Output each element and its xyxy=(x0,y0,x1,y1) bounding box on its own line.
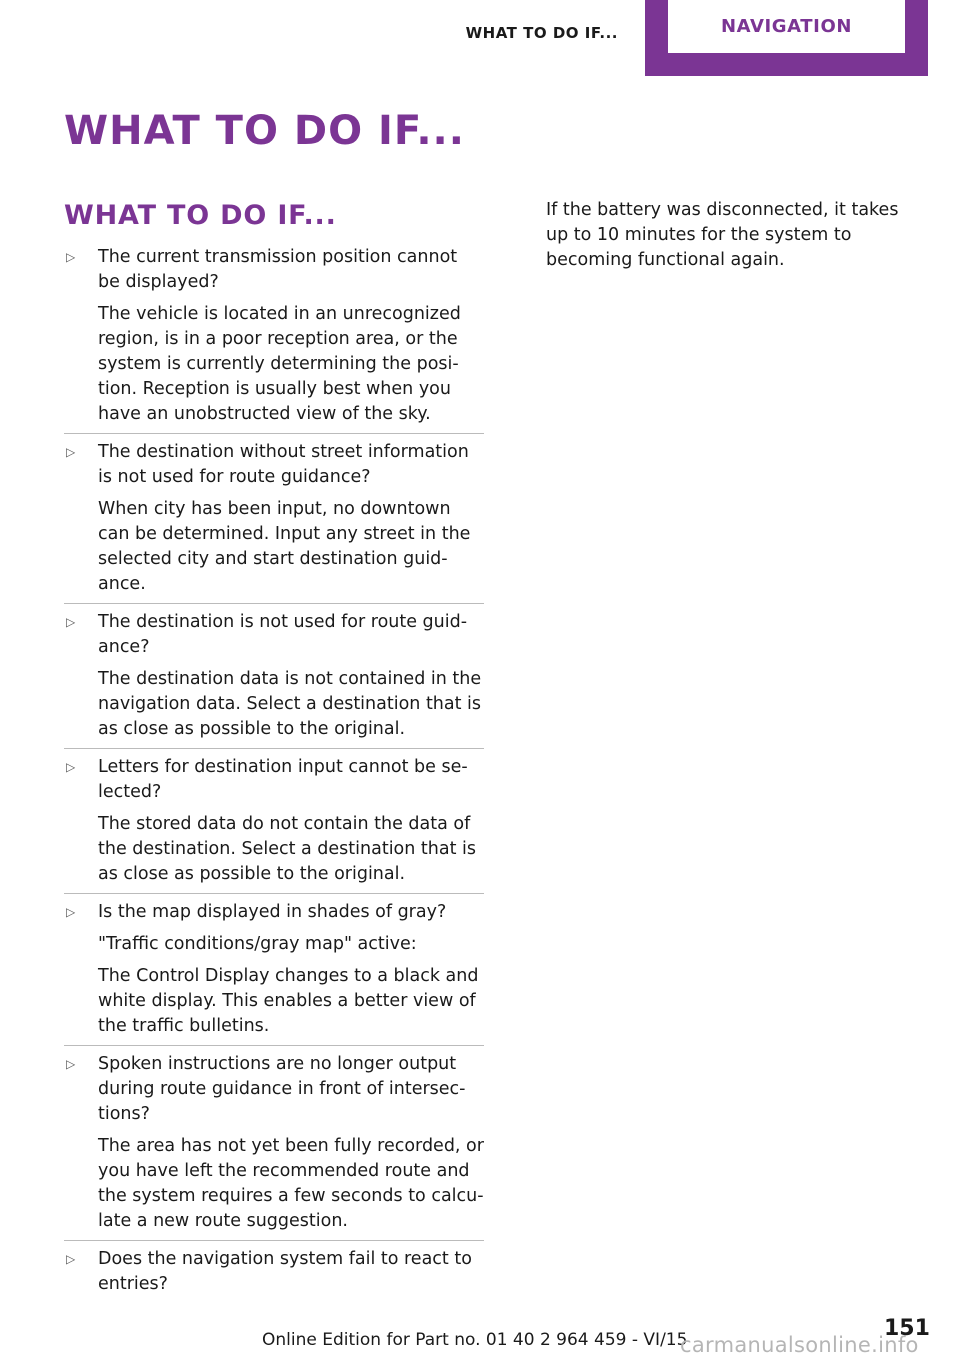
left-column xyxy=(64,200,484,1303)
troubleshooting-list xyxy=(64,245,484,1303)
triangle-right-icon: ▷ xyxy=(66,1057,76,1071)
question-text: Is the map displayed in shades of gray? xyxy=(98,902,447,922)
answer-text: When city has been input, no downtown can be determined. Input any street in the selected city and start destination guid‐ ance. xyxy=(98,499,471,594)
list-item xyxy=(64,893,484,1045)
question-text: The destination without street information is not used for route guidance? xyxy=(98,442,469,487)
list-item xyxy=(64,603,484,748)
list-item xyxy=(64,433,484,603)
list-item xyxy=(64,1045,484,1240)
list-item xyxy=(64,1240,484,1303)
question-text: Spoken instructions are no longer output during route guidance in front of intersec‐ tions? xyxy=(98,1054,466,1124)
section-title: WHAT TO DO IF... xyxy=(64,200,337,231)
answer-text: The area has not yet been fully recorded, or you have left the recommended route and the system requires a few seconds to calcu‐ late a new route suggestion. xyxy=(98,1136,484,1231)
answer-text: The Control Display changes to a black and white display. This enables a better view of the traffic bulletins. xyxy=(98,966,479,1036)
battery-note: If the battery was disconnected, it takes up to 10 minutes for the system to becoming functional again. xyxy=(546,200,899,270)
chapter-tab-label: NAVIGATION xyxy=(668,0,905,53)
question-text: Does the navigation system fail to react to entries? xyxy=(98,1249,472,1294)
answer-text: The vehicle is located in an unrecognized region, is in a poor reception area, or the system is currently determining the posi‐ tion. Reception is usually best when you have an unobstructed view of the sky. xyxy=(98,304,461,424)
triangle-right-icon: ▷ xyxy=(66,445,76,459)
footer-edition: Online Edition for Part no. 01 40 2 964 459 - VI/15 xyxy=(262,1330,688,1350)
watermark: carmanualsonline.info xyxy=(680,1333,919,1357)
triangle-right-icon: ▷ xyxy=(66,250,76,264)
triangle-right-icon: ▷ xyxy=(66,760,76,774)
right-column xyxy=(546,198,926,273)
list-item xyxy=(64,245,484,433)
triangle-right-icon: ▷ xyxy=(66,615,76,629)
triangle-right-icon: ▷ xyxy=(66,905,76,919)
triangle-right-icon: ▷ xyxy=(66,1252,76,1266)
question-text: The destination is not used for route guid‐ ance? xyxy=(98,612,468,657)
question-text: The current transmission position cannot be displayed? xyxy=(98,247,458,292)
list-item xyxy=(64,748,484,893)
page-title: WHAT TO DO IF... xyxy=(64,108,465,154)
answer-text: The stored data do not contain the data of the destination. Select a destination that is as close as possible to the original. xyxy=(98,814,476,884)
page-number: 151 xyxy=(884,1316,930,1341)
question-text: Letters for destination input cannot be se‐ lected? xyxy=(98,757,468,802)
answer-text: "Traffic conditions/gray map" active: xyxy=(98,934,417,954)
running-header-section: WHAT TO DO IF... xyxy=(465,24,618,42)
answer-text: The destination data is not contained in the navigation data. Select a destination that is as close as possible to the original. xyxy=(98,669,482,739)
chapter-tab xyxy=(645,0,928,76)
